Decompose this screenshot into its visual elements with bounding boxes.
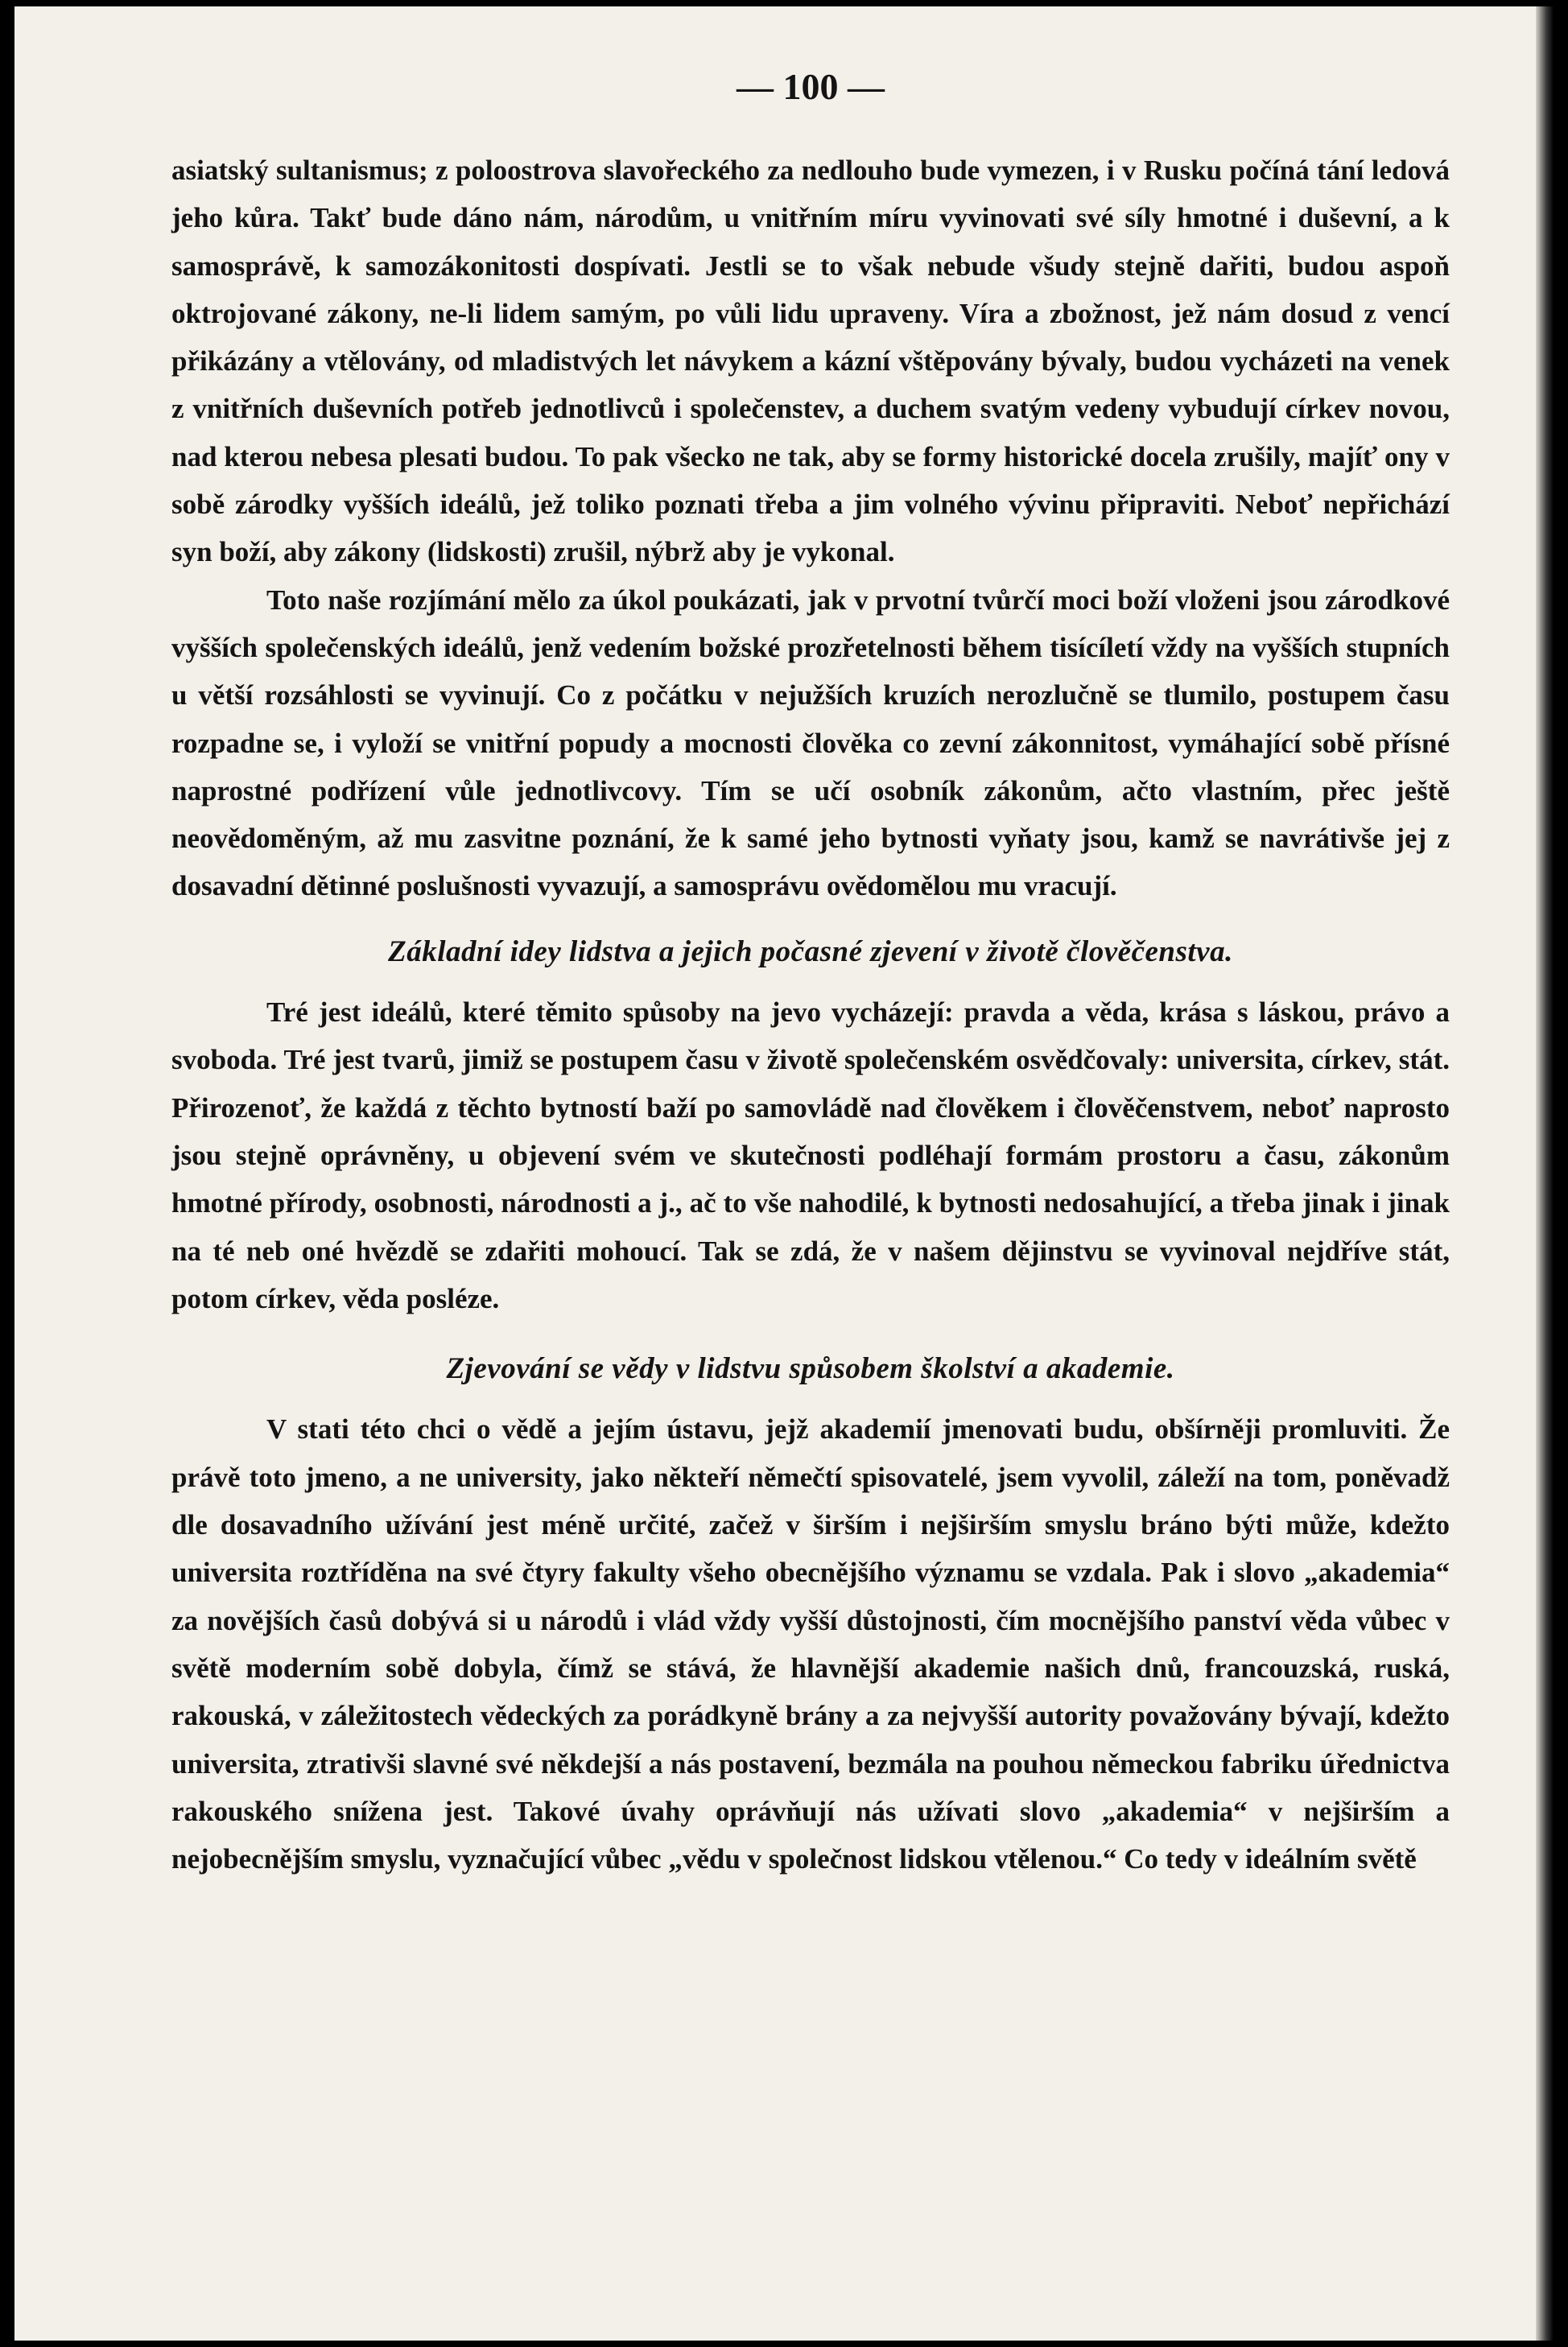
section-heading-1: Základní idey lidstva a jejich počasné zjevení v životě člověčenstva. (388, 934, 1233, 968)
paragraph-4: V stati této chci o vědě a jejím ústavu, jejž akademií jmenovati budu, obšírněji promluviti. Že právě toto jmeno, a ne university, jako někteří němečtí spisovatelé, jsem vyvolil, záleží na tom, poněvadž dle dosavadního užívání jest méně určité, začež v širším i nejširším smyslu bráno býti může, kdežto universita roztříděna na své čtyry fakulty všeho obecnějšího významu se vzdala. Pak i slovo „akademia“ za novějších časů dobývá si u národů i vlád vždy vyšší důstojnosti, čím mocnějšího panství věda vůbec v světě moderním sobě dobyla, čímž se stává, že hlavnější akademie našich dnů, francouzská, ruská, rakouská, v záležitostech vědeckých za porádkyně brány a za nejvyšší autority považovány bývají, kdežto universita, ztrativši slavné své někdejší a nás postavení, bezmála na pouhou německou fabriku úřednictva rakouského snížena jest. Takové úvahy oprávňují nás užívati slovo „akademia“ v nejširším a nejobecnějším smyslu, vyznačující vůbec „vědu v společnost lidskou vtělenou.“ Co tedy v ideálním světě (171, 1413, 1450, 1875)
scanned-page (14, 6, 1554, 2341)
section-heading-2: Zjevování se vědy v lidstvu spůsobem školství a akademie. (446, 1352, 1175, 1386)
paragraph-3: Tré jest ideálů, které těmito spůsoby na jevo vycházejí: pravda a věda, krása s láskou, právo a svoboda. Tré jest tvarů, jimiž se postupem času v životě společenském osvědčovaly: universita, církev, stát. Přirozenoť, že každá z těchto bytností baží po samovládě nad člověkem i člověčenstvem, neboť naprosto jsou stejně oprávněny, u objevení svém ve skutečnosti podléhají formám prostoru a času, zákonům hmotné přírody, osobnosti, národnosti a j., ač to vše nahodilé, k bytnosti nedosahující, a třeba jinak i jinak na té neb oné hvězdě se zdařiti mohoucí. Tak se zdá, že v našem dějinstvu se vyvinoval nejdříve stát, potom církev, věda posléze. (171, 996, 1450, 1314)
paragraph-1: asiatský sultanismus; z poloostrova slavořeckého za nedlouho bude vymezen, i v Rusku počíná tání ledová jeho kůra. Takť bude dáno nám, národům, u vnitřním míru vyvinovati své síly hmotné i duševní, a k samosprávě, k samozákonitosti dospívati. Jestli se to však nebude všudy stejně dařiti, budou aspoň oktrojované zákony, ne-li lidem samým, po vůli lidu upraveny. Víra a zbožnost, jež nám dosud z vencí přikázány a vtělovány, od mladistvých let návykem a kázní vštěpovány bývaly, budou vycházeti na venek z vnitřních duševních potřeb jednotlivců i společenstev, a duchem svatým vedeny vybudují církev novou, nad kterou nebesa plesati budou. To pak všecko ne tak, aby se formy historické docela zrušily, majíť ony v sobě zárodky vyšších ideálů, jež toliko poznati třeba a jim volného vývinu připraviti. Neboť nepřichází syn boží, aby zákony (lidskosti) zrušil, nýbrž aby je vykonal. (171, 155, 1450, 568)
page-number: — 100 — (737, 66, 885, 107)
page-content (171, 63, 1450, 1883)
paragraph-2: Toto naše rozjímání mělo za úkol poukázati, jak v prvotní tvůrčí moci boží vloženi jsou zárodkové vyšších společenských ideálů, jenž vedením božské prozřetelnosti během tisícíletí vždy na vyšších stupních u větší rozsáhlosti se vyvinují. Co z počátku v nejužších kruzích nerozlučně se tlumilo, postupem času rozpadne se, i vyloží se vnitřní popudy a mocnosti člověka co zevní zákonnitost, vymáhající sobě přísné naprostné podřízení vůle jednotlivcovy. Tím se učí osobník zákonům, ačto vlastním, přec ještě neovědoměným, až mu zasvitne poznání, že k samé jeho bytnosti vyňaty jsou, kamž se navrátivše jej z dosavadní dětinné poslušnosti vyvazují, a samosprávu ovědomělou mu vracují. (171, 584, 1450, 902)
page-edge-shadow (1536, 6, 1554, 2341)
